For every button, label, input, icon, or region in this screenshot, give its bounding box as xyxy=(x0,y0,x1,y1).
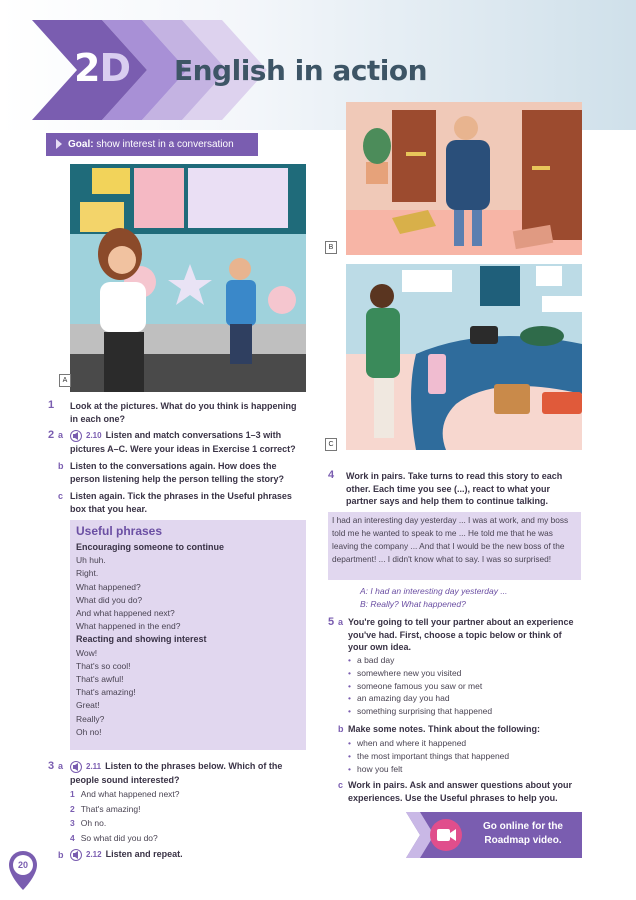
exercise-5-number: 5 xyxy=(328,616,335,628)
exercise-5a-text: You're going to tell your partner about an experience you've had. First, choose a topic below or think of your own idea. xyxy=(348,617,574,652)
go-online-line-2: Roadmap video. xyxy=(484,835,562,846)
useful-phrases-title: Useful phrases xyxy=(76,524,163,538)
list-item: • someone famous you saw or met xyxy=(348,680,492,693)
phrase-item: Great! xyxy=(76,700,100,711)
list-item: • how you felt xyxy=(348,763,509,776)
list-item: 3 Oh no. xyxy=(70,818,107,828)
picture-b-label: B xyxy=(325,241,337,254)
phrase-item: What did you do? xyxy=(76,594,143,605)
exercise-3a-text: 2.11 Listen to the phrases below. Which of the people sound interested? xyxy=(70,761,283,785)
phrase-item: Uh huh. xyxy=(76,555,106,566)
phrase-heading-continue: Encouraging someone to continue xyxy=(76,542,225,552)
story-box: I had an interesting day yesterday ... I was at work, and my boss told me he wanted to speak to me ... He told me that he was leaving the company ... And that I would be the new boss of the department! ... I didn't know what to say. I was so surprised! xyxy=(328,512,581,580)
exercise-1-number: 1 xyxy=(48,399,55,411)
list-item: 1 And what happened next? xyxy=(70,789,180,799)
exercise-2a-text: 2.10 Listen and match conversations 1–3 with pictures A–C. Were your ideas in Exercise 1 correct? xyxy=(70,430,296,454)
lesson-title: English in action xyxy=(174,54,428,87)
list-item: • a bad day xyxy=(348,654,492,667)
list-item: 4 So what did you do? xyxy=(70,832,158,843)
exercise-3a-letter: a xyxy=(58,761,64,771)
phrase-item: That's awful! xyxy=(76,674,124,685)
phrase-item: And what happened next? xyxy=(76,608,175,619)
page-number: 20 xyxy=(17,860,28,870)
picture-a-label: A xyxy=(59,374,71,387)
exercise-4-number: 4 xyxy=(328,469,335,481)
list-item: 2 That's amazing! xyxy=(70,803,141,814)
exercise-5b-letter: b xyxy=(338,724,344,734)
exercise-2a-letter: a xyxy=(58,430,64,440)
exercise-5b-text: Make some notes. Think about the following: xyxy=(348,724,541,734)
exercise-2b-letter: b xyxy=(58,461,64,471)
topics-list xyxy=(348,654,492,718)
phrase-item: That's amazing! xyxy=(76,687,136,698)
unit-number: 2D xyxy=(74,46,130,90)
phrase-item: Right. xyxy=(76,568,99,579)
phrase-item: What happened in the end? xyxy=(76,621,181,632)
goal-label: Goal: xyxy=(68,139,94,150)
exercise-2c-letter: c xyxy=(58,491,64,501)
exercise-2c-text: Listen again. Tick the phrases in the Useful phrases box that you hear. xyxy=(70,491,292,514)
useful-phrases-list xyxy=(76,541,300,739)
exercise-3b-text: 2.12 Listen and repeat. xyxy=(70,848,306,862)
phrase-heading-reacting: Reacting and showing interest xyxy=(76,634,207,645)
list-item: • the most important things that happened xyxy=(348,750,509,763)
goal-banner xyxy=(46,133,258,156)
exercise-5a-letter: a xyxy=(338,617,344,627)
exercise-5c-letter: c xyxy=(338,780,344,790)
exercise-2-number: 2 xyxy=(48,429,55,441)
phrase-item: What happened? xyxy=(76,581,141,592)
goal-text: show interest in a conversation xyxy=(96,139,234,150)
exercise-4-text: Work in pairs. Take turns to read this story to each other. Each time you see (...), react to what your partner says and help them to continue talking. xyxy=(346,471,563,506)
notes-list xyxy=(348,737,509,775)
phrase-item: Really? xyxy=(76,713,105,724)
exercise-3a-list xyxy=(70,787,180,845)
list-item: • an amazing day you had xyxy=(348,692,492,705)
list-item: • somewhere new you visited xyxy=(348,667,492,680)
phrase-item: Wow! xyxy=(76,647,98,658)
audio-icon[interactable] xyxy=(70,430,84,442)
audio-icon[interactable] xyxy=(70,761,84,773)
dialog-line-b: B: Really? What happened? xyxy=(360,599,466,609)
triangle-icon xyxy=(56,139,62,149)
exercise-3-number: 3 xyxy=(48,760,55,772)
picture-b xyxy=(346,102,582,255)
dialog-line-a: A: I had an interesting day yesterday ... xyxy=(360,586,508,596)
picture-a xyxy=(70,164,306,392)
list-item: • something surprising that happened xyxy=(348,705,492,718)
go-online-banner[interactable] xyxy=(406,812,582,858)
audio-icon[interactable] xyxy=(70,849,84,861)
exercise-1-text: Look at the pictures. What do you think is happening in each one? xyxy=(70,401,297,424)
go-online-line-1: Go online for the xyxy=(483,821,563,832)
picture-c xyxy=(346,264,582,450)
picture-c-label: C xyxy=(325,438,337,451)
exercise-3b-letter: b xyxy=(58,850,64,860)
exercise-5c-text: Work in pairs. Ask and answer questions about your experiences. Use the Useful phrases to help you. xyxy=(348,780,573,803)
exercise-2b-text: Listen to the conversations again. How does the person listening help the person telling the story? xyxy=(70,461,285,484)
list-item: • when and where it happened xyxy=(348,737,509,750)
phrase-item: Oh no! xyxy=(76,726,102,737)
phrase-item: That's so cool! xyxy=(76,660,131,671)
